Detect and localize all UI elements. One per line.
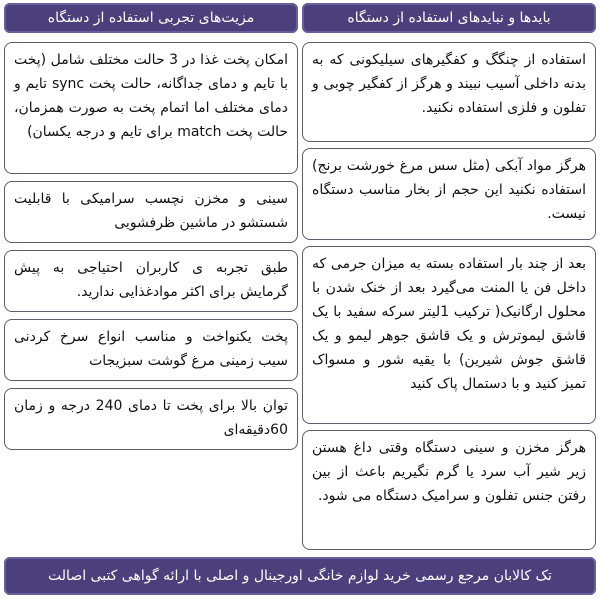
dos-donts-item-1: استفاده از چنگگ و کفگیرهای سیلیکونی که به بدنه داخلی آسیب نبیند و هرگز از کفگیر چوبی و تفلون و فلزی استفاده نکنید.: [302, 42, 596, 142]
footer-banner: تک کالابان مرجع رسمی خرید لوازم خانگی اورجینال و اصلی با ارائه گواهی کتبی اصالت: [4, 557, 596, 595]
benefit-item-3: طبق تجربه ی کاربران احتیاجی به پیش گرمایش برای اکثر موادغذایی ندارید.: [4, 250, 298, 312]
dos-donts-item-3: بعد از چند بار استفاده بسته به میزان جرمی که داخل فن یا المنت می‌گیرد بعد از خنک شدن با محلول ارگانیک( ترکیب 1لیتر سرکه سفید با یک قاشق لیموترش و یک قاشق جوهر لیمو و یک قاشق جوش شیرین) با یقیه شور و مسواک تمیز کنید و با دستمال پاک کنید: [302, 246, 596, 424]
benefits-header: مزیت‌های تجربی استفاده از دستگاه: [4, 3, 298, 33]
dos-donts-header: بایدها و نبایدهای استفاده از دستگاه: [302, 3, 596, 33]
benefit-item-4: پخت یکنواخت و مناسب انواع سرخ کردنی سیب زمینی مرغ گوشت سبزیجات: [4, 319, 298, 381]
dos-donts-item-4: هرگز مخزن و سینی دستگاه وقتی داغ هستن زیر شیر آب سرد یا گرم نگیریم باعث از بین رفتن جنس تفلون و سرامیک دستگاه می شود.: [302, 430, 596, 550]
benefit-item-2: سینی و مخزن نچسب سرامیکی با قابلیت شستشو در ماشین ظرفشویی: [4, 181, 298, 243]
benefit-item-1: امکان پخت غذا در 3 حالت مختلف شامل (پخت با تایم و دمای جداگانه، حالت پخت sync تایم و دمای مختلف اما اتمام پخت به صورت همزمان، حالت پخت match برای تایم و درجه یکسان): [4, 42, 298, 174]
benefit-item-5: توان بالا برای پخت تا دمای 240 درجه و زمان 60دقیقه‌ای: [4, 388, 298, 450]
dos-donts-item-2: هرگز مواد آبکی (مثل سس مرغ خورشت برنج) استفاده نکنید این حجم از بخار مناسب دستگاه نیست.: [302, 148, 596, 240]
